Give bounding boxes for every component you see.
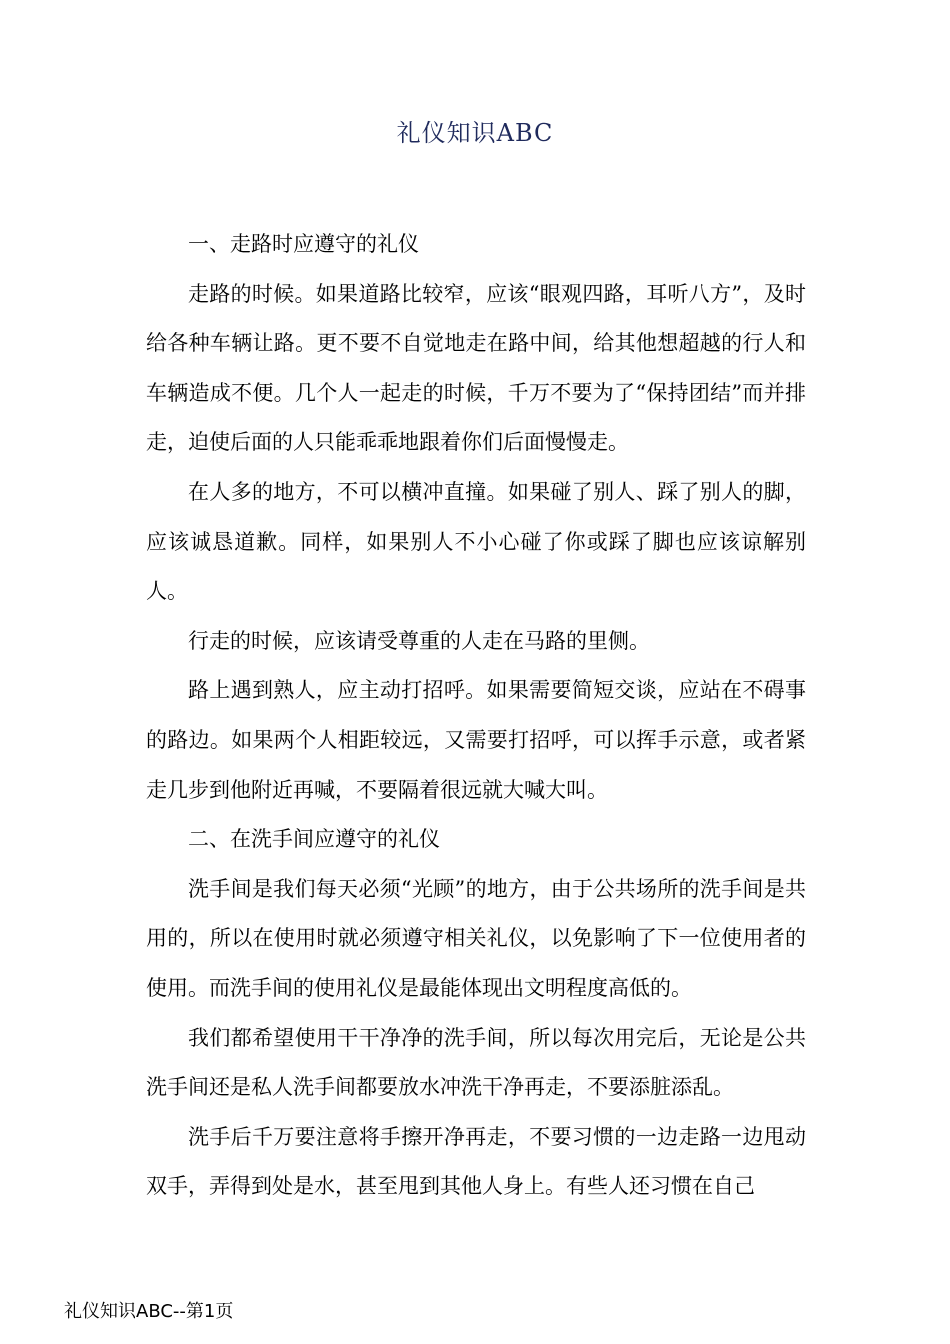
paragraph: 我们都希望使用干干净净的洗手间，所以每次用完后，无论是公共洗手间还是私人洗手间都要放水冲洗干净再走，不要添脏添乱。 — [146, 1025, 806, 1100]
page-footer: 礼仪知识ABC--第1页 — [64, 1301, 234, 1322]
section-heading-restroom: 二、在洗手间应遵守的礼仪 — [188, 827, 440, 852]
document-body — [146, 220, 806, 1212]
paragraph: 洗手间是我们每天必须“光顾”的地方，由于公共场所的洗手间是共用的，所以在使用时就必须遵守相关礼仪，以免影响了下一位使用者的使用。而洗手间的使用礼仪是最能体现出文明程度高低的。 — [146, 876, 806, 1000]
page-title: 礼仪知识ABC — [396, 119, 554, 147]
paragraph: 行走的时候，应该请受尊重的人走在马路的里侧。 — [188, 628, 650, 653]
section-heading-walking: 一、走路时应遵守的礼仪 — [188, 232, 419, 256]
paragraph: 洗手后千万要注意将手擦开净再走，不要习惯的一边走路一边甩动双手，弄得到处是水，甚至甩到其他人身上。有些人还习惯在自己 — [146, 1124, 806, 1199]
paragraph: 在人多的地方，不可以横冲直撞。如果碰了别人、踩了别人的脚，应该诚恳道歉。同样，如果别人不小心碰了你或踩了脚也应该谅解别人。 — [146, 479, 806, 604]
paragraph: 路上遇到熟人，应主动打招呼。如果需要简短交谈，应站在不碍事的路边。如果两个人相距较远，又需要打招呼，可以挥手示意，或者紧走几步到他附近再喊，不要隔着很远就大喊大叫。 — [146, 678, 806, 802]
paragraph: 走路的时候。如果道路比较窄，应该“眼观四路，耳听八方”，及时给各种车辆让路。更不要不自觉地走在路中间，给其他想超越的行人和车辆造成不便。几个人一起走的时候，千万不要为了“保持团结”而并排走，迫使后面的人只能乖乖地跟着你们后面慢慢走。 — [146, 281, 806, 455]
